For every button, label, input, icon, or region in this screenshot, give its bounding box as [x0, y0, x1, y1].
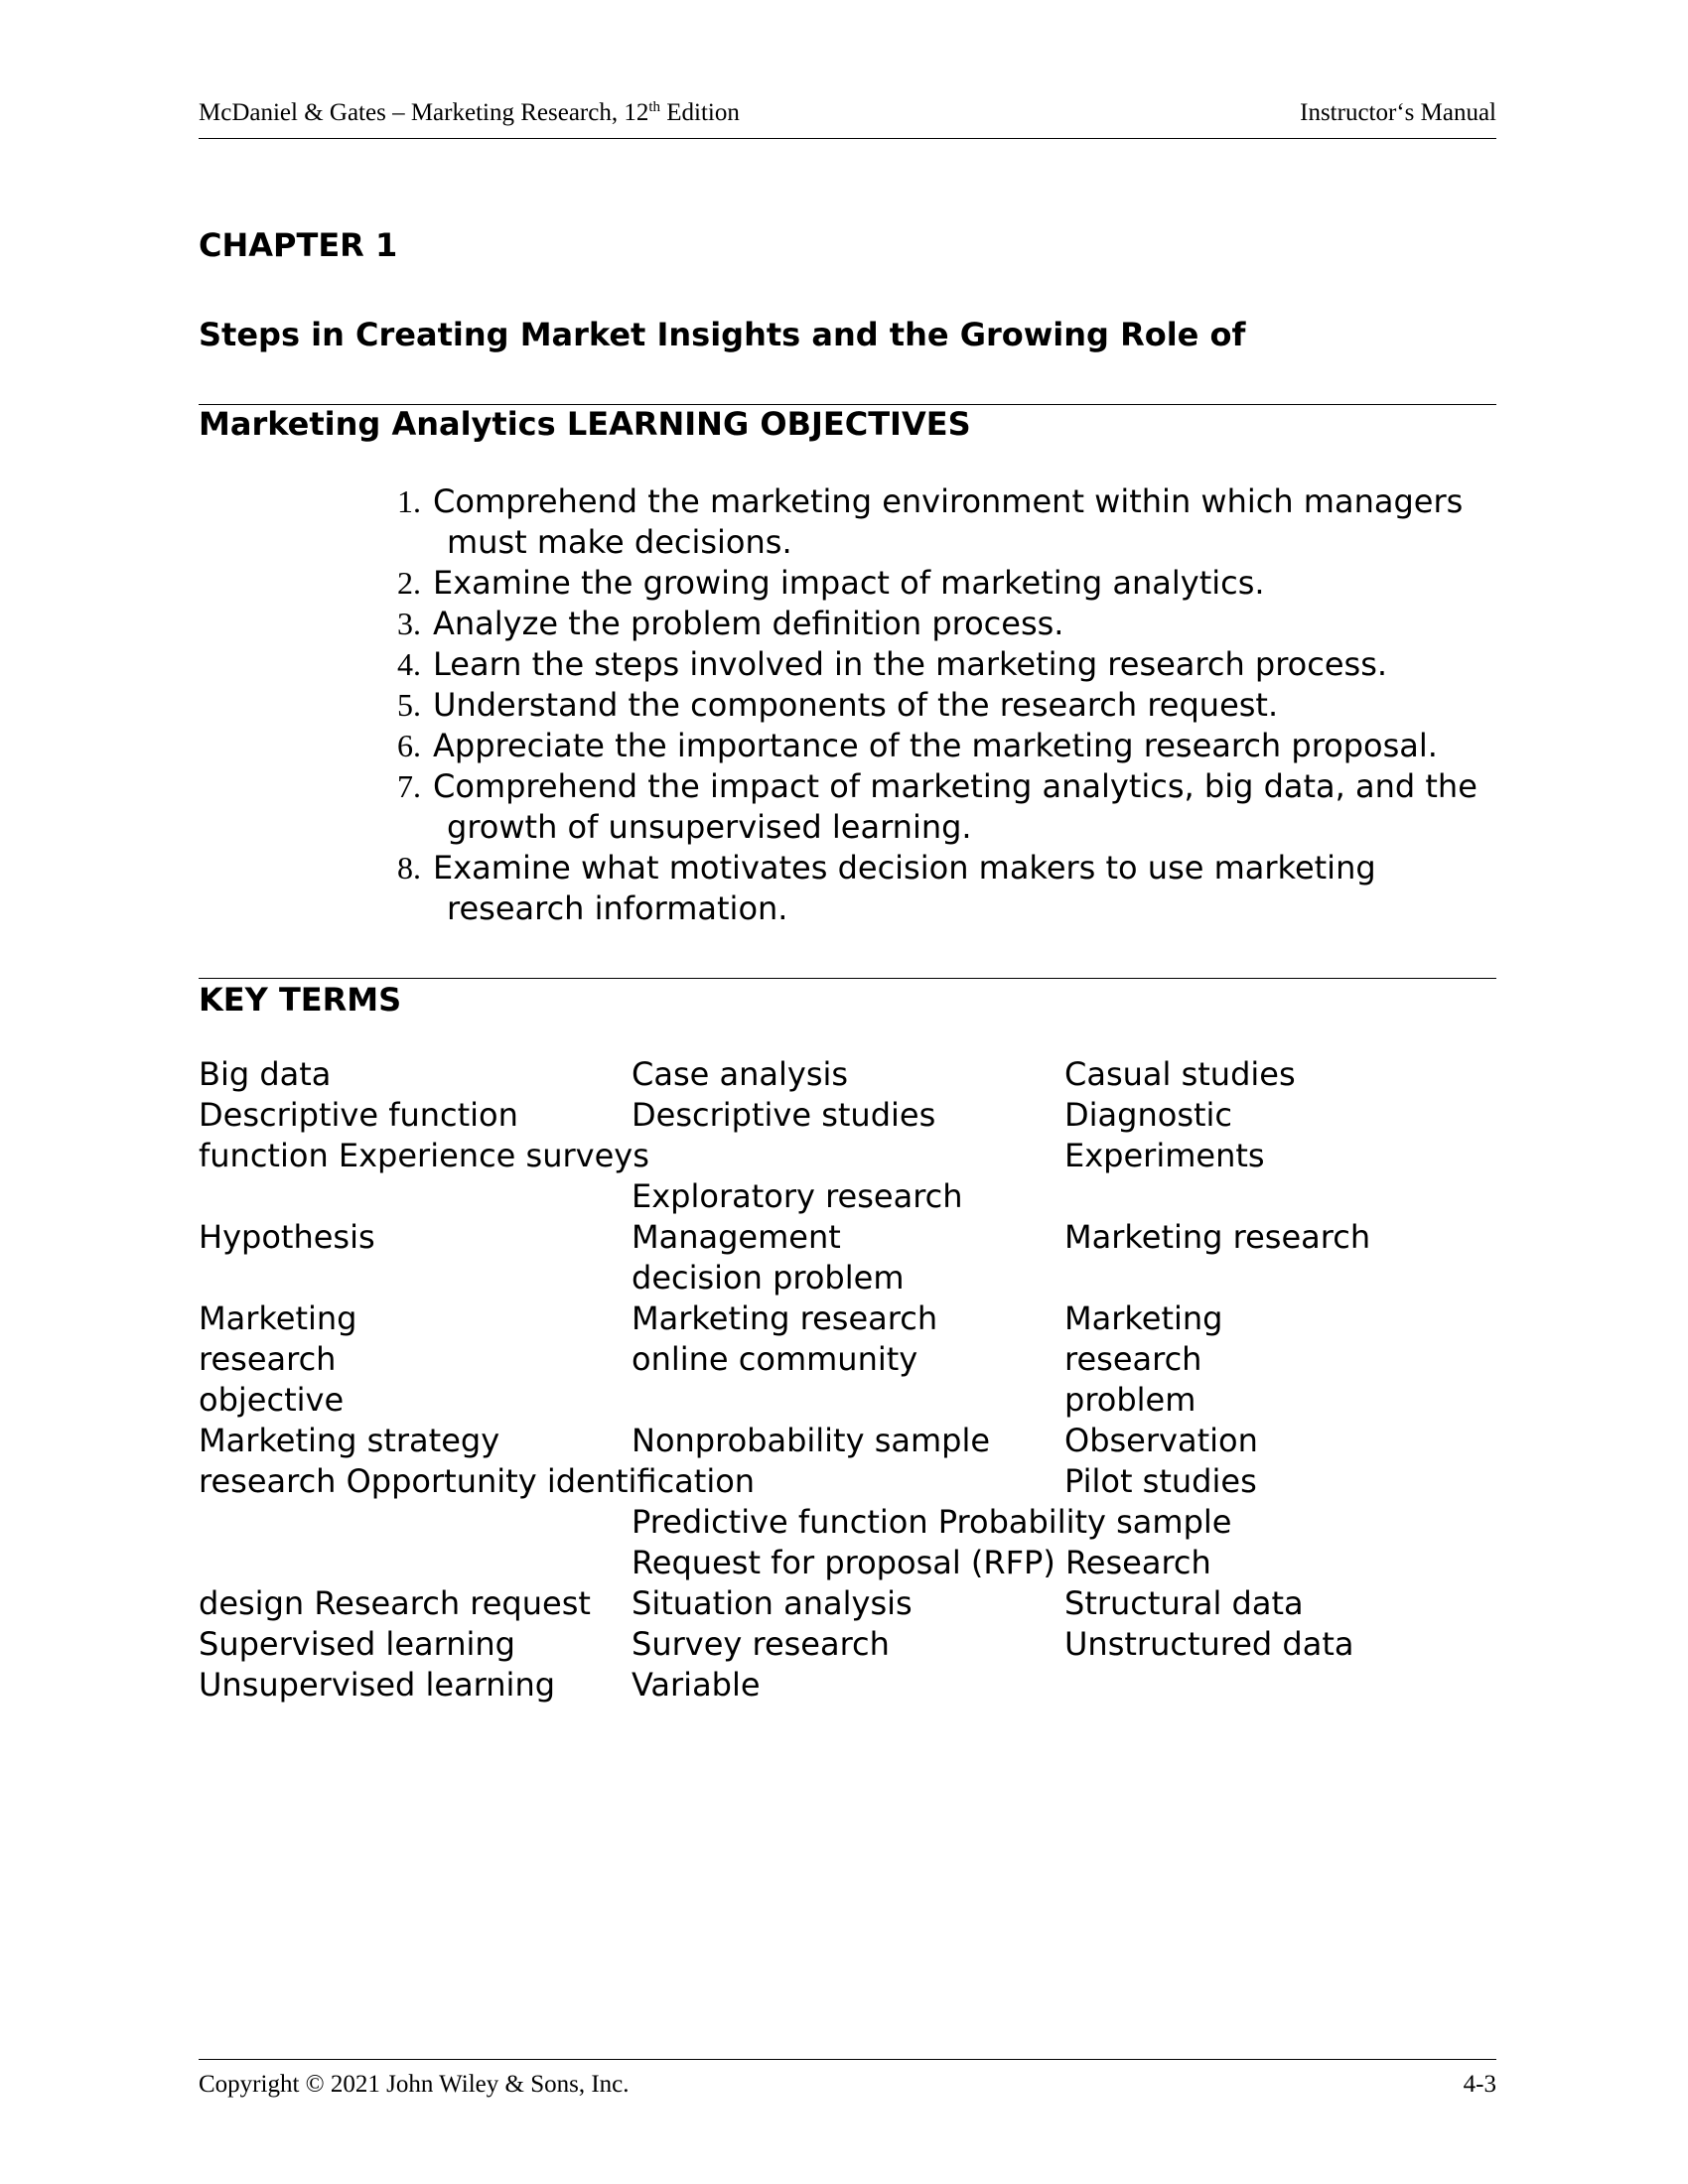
- key-term-cell: [1064, 1502, 1489, 1543]
- key-term-cell: Request for proposal (RFP) Research: [632, 1544, 1211, 1581]
- key-term-cell: Situation analysis: [632, 1584, 913, 1622]
- header-manual-label: Instructor‘s Manual: [1300, 99, 1496, 126]
- key-term-cell: Hypothesis: [199, 1218, 375, 1256]
- header-book-title: McDaniel & Gates – Marketing Research, 12th Edition: [199, 99, 740, 126]
- key-term-cell: Marketing: [199, 1299, 357, 1337]
- key-term-cell: Experiments: [1064, 1137, 1265, 1174]
- objective-text: Analyze the problem definition process.: [433, 605, 1064, 642]
- objective-text: Learn the steps involved in the marketing research process.: [433, 645, 1388, 683]
- objective-number: 6.: [397, 728, 421, 763]
- key-terms-row: [199, 1258, 1489, 1298]
- key-term-cell: design Research request: [199, 1584, 591, 1622]
- key-terms-table: [199, 1054, 1489, 1706]
- key-term-cell: Marketing strategy: [199, 1422, 500, 1459]
- footer-divider: [199, 2059, 1496, 2060]
- key-term-cell: problem: [1064, 1381, 1196, 1419]
- key-terms-heading: KEY TERMS: [199, 981, 402, 1019]
- key-term-cell: [1064, 1665, 1489, 1706]
- key-terms-row: [199, 1502, 1489, 1543]
- key-term-cell: Marketing research: [632, 1299, 938, 1337]
- key-term-cell: objective: [199, 1381, 345, 1419]
- key-term-cell: Predictive function Probability sample: [632, 1503, 1232, 1541]
- key-term-cell: Supervised learning: [199, 1625, 515, 1663]
- key-terms-row: [199, 1421, 1489, 1461]
- section-divider: [199, 978, 1496, 979]
- key-terms-row: [199, 1217, 1489, 1258]
- objective-number: 4.: [397, 646, 421, 682]
- objective-number: 2.: [397, 565, 421, 601]
- key-terms-row: [199, 1543, 1489, 1583]
- objective-item: [397, 848, 1499, 929]
- objective-number: 7.: [397, 768, 421, 804]
- key-term-cell: Casual studies: [1064, 1055, 1296, 1093]
- key-terms-row: [199, 1298, 1489, 1339]
- objective-text: Comprehend the marketing environment within which managers must make decisions.: [433, 482, 1464, 561]
- key-term-cell: [632, 1136, 1064, 1176]
- objective-item: [397, 685, 1499, 726]
- objective-item: [397, 604, 1499, 644]
- key-term-cell: Descriptive studies: [632, 1096, 936, 1134]
- key-term-cell: Case analysis: [632, 1055, 849, 1093]
- copyright-notice: Copyright © 2021 John Wiley & Sons, Inc.: [199, 2071, 630, 2098]
- key-term-cell: Marketing research: [1064, 1218, 1371, 1256]
- key-terms-row: [199, 1136, 1489, 1176]
- key-term-cell: research: [199, 1340, 337, 1378]
- objectives-list: [397, 481, 1499, 929]
- key-terms-row: [199, 1095, 1489, 1136]
- key-term-cell: research Opportunity identification: [199, 1462, 756, 1500]
- key-term-cell: decision problem: [632, 1259, 905, 1297]
- key-term-cell: Descriptive function: [199, 1096, 518, 1134]
- key-term-cell: Survey research: [632, 1625, 890, 1663]
- key-terms-row: [199, 1461, 1489, 1502]
- key-term-cell: research: [1064, 1340, 1202, 1378]
- key-term-cell: Variable: [632, 1666, 761, 1704]
- key-term-cell: Big data: [199, 1055, 332, 1093]
- key-term-cell: Nonprobability sample: [632, 1422, 991, 1459]
- key-term-cell: Observation: [1064, 1422, 1258, 1459]
- key-term-cell: [1064, 1543, 1489, 1583]
- key-term-cell: Management: [632, 1218, 841, 1256]
- key-term-cell: Pilot studies: [1064, 1462, 1257, 1500]
- objective-number: 5.: [397, 687, 421, 723]
- key-terms-row: [199, 1054, 1489, 1095]
- objective-item: [397, 726, 1499, 766]
- chapter-title: Steps in Creating Market Insights and the Growing Role of: [199, 316, 1246, 353]
- key-terms-row: [199, 1339, 1489, 1380]
- key-terms-row: [199, 1583, 1489, 1624]
- key-term-cell: [632, 1380, 1064, 1421]
- objective-item: [397, 563, 1499, 604]
- key-term-cell: function Experience surveys: [199, 1137, 649, 1174]
- objective-text: Understand the components of the research request.: [433, 686, 1279, 724]
- key-term-cell: [1064, 1258, 1489, 1298]
- key-terms-row: [199, 1176, 1489, 1217]
- key-terms-row: [199, 1624, 1489, 1665]
- chapter-number: CHAPTER 1: [199, 226, 398, 264]
- objective-item: [397, 766, 1499, 848]
- key-term-cell: [199, 1543, 632, 1583]
- key-term-cell: Diagnostic: [1064, 1096, 1233, 1134]
- objective-text: Comprehend the impact of marketing analytics, big data, and the growth of unsupervised learning.: [433, 767, 1477, 846]
- key-term-cell: Marketing: [1064, 1299, 1223, 1337]
- key-term-cell: [199, 1258, 632, 1298]
- objective-text: Examine what motivates decision makers to use marketing research information.: [433, 849, 1376, 927]
- key-terms-row: [199, 1380, 1489, 1421]
- objective-text: Examine the growing impact of marketing analytics.: [433, 564, 1265, 602]
- key-term-cell: Structural data: [1064, 1584, 1304, 1622]
- key-term-cell: [199, 1502, 632, 1543]
- objective-number: 3.: [397, 606, 421, 641]
- key-term-cell: online community: [632, 1340, 918, 1378]
- page-number: 4-3: [1463, 2071, 1496, 2098]
- key-term-cell: Unsupervised learning: [199, 1666, 556, 1704]
- key-term-cell: [1064, 1176, 1489, 1217]
- key-term-cell: [632, 1461, 1064, 1502]
- objective-text: Appreciate the importance of the marketing research proposal.: [433, 727, 1438, 764]
- objective-number: 8.: [397, 850, 421, 886]
- key-term-cell: [199, 1176, 632, 1217]
- key-term-cell: Unstructured data: [1064, 1625, 1354, 1663]
- page-header: [199, 99, 1496, 139]
- key-term-cell: Exploratory research: [632, 1177, 963, 1215]
- key-terms-row: [199, 1665, 1489, 1706]
- objective-item: [397, 644, 1499, 685]
- objective-number: 1.: [397, 483, 421, 519]
- objectives-heading: Marketing Analytics LEARNING OBJECTIVES: [199, 405, 971, 443]
- objective-item: [397, 481, 1499, 563]
- header-divider: [199, 138, 1496, 139]
